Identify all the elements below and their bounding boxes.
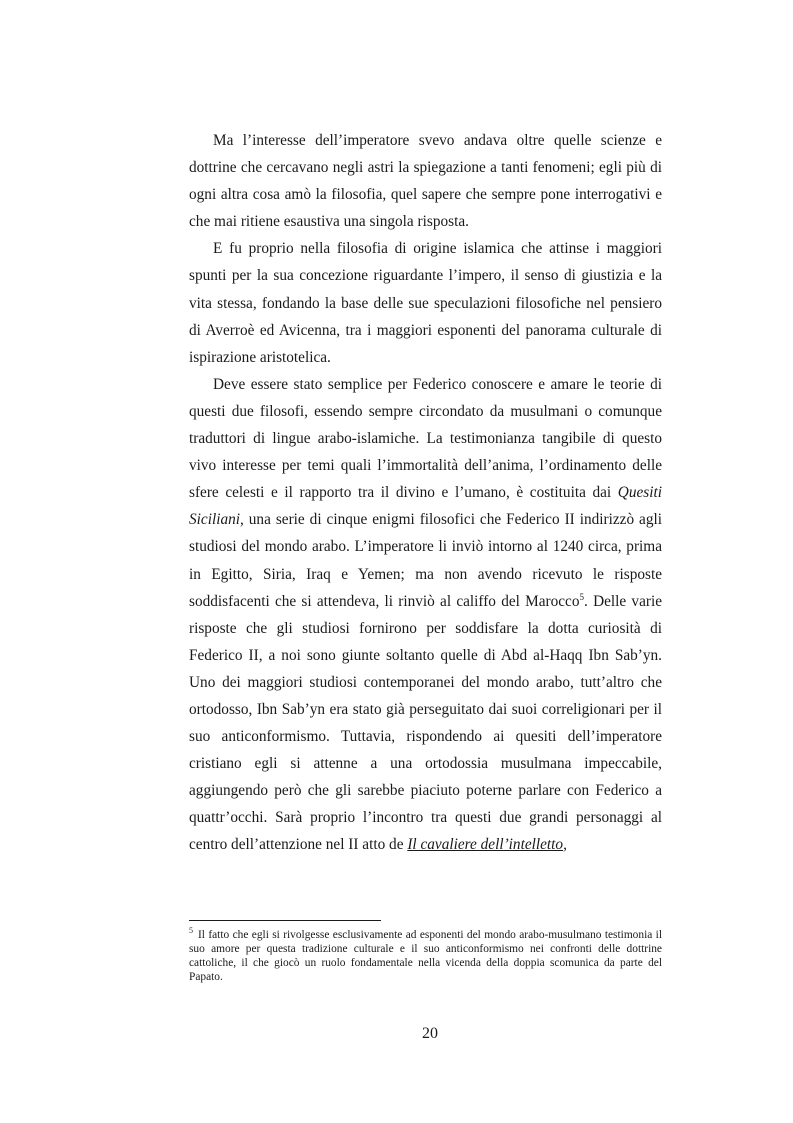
quesiti-siciliani-title: Quesiti Siciliani [189, 484, 662, 529]
paragraph-3-part-b: , una serie di cinque enigmi filosofici che Federico II indirizzò agli studiosi del mondo arabo. L’imperatore li inviò intorno al 1240 circa, prima in Egitto, Siria, Iraq e Yemen; ma non avendo ricevuto le risposte soddisfacenti che si attendeva, li rinviò al califfo del Marocco [189, 511, 662, 610]
paragraph-3-part-d: , [563, 836, 567, 854]
paragraph-3-part-a: Deve essere stato semplice per Federico conoscere e amare le teorie di questi due filosofi, essendo sempre circondato da musulmani o comunque traduttori di lingue arabo-islamiche. La testimonianza tangibile di questo vivo interesse per temi quali l’immortalità dell’anima, l’ordinamento delle sfere celesti e il rapporto tra il divino e l’umano, è costituita dai [189, 375, 662, 502]
footnote-reference[interactable]: 5 [579, 591, 584, 602]
paragraph-2: E fu proprio nella filosofia di origine islamica che attinse i maggiori spunti per la sua concezione riguardante l’impero, il senso di giustizia e la vita stessa, fondando la base delle sue speculazioni filosofiche nel pensiero di Averroè ed Avicenna, tra i maggiori esponenti del panorama culturale di ispirazione aristotelica. [189, 240, 662, 366]
footnote [189, 928, 662, 984]
page-number: 20 [422, 1025, 438, 1042]
work-title-link[interactable]: Il cavaliere dell’intelletto [407, 836, 564, 854]
paragraph-3 [189, 371, 662, 859]
paragraph-1: Ma l’interesse dell’imperatore svevo andava oltre quelle scienze e dottrine che cercavano negli astri la spiegazione a tanti fenomeni; egli più di ogni altra cosa amò la filosofia, quel sapere che sempre pone interrogativi e che mai ritiene esaustiva una singola risposta. [189, 132, 662, 231]
main-text [189, 127, 662, 859]
paragraph-3-part-c: . Delle varie risposte che gli studiosi fornirono per soddisfare la dotta curiosità di Federico II, a noi sono giunte soltanto quelle di Abd al-Haqq Ibn Sab’yn. Uno dei maggiori studiosi contemporanei del mondo arabo, tutt’altro che ortodosso, Ibn Sab’yn era stato già perseguitato dai suoi correligionari per il suo anticonformismo. Tuttavia, rispondendo ai quesiti dell’imperatore cristiano egli si attenne a una ortodossia musulmana impeccabile, aggiungendo però che gli sarebbe piaciuto poterne parlare con Federico a quattr’occhi. Sarà proprio l’incontro tra questi due grandi personaggi al centro dell’attenzione nel II atto de [189, 592, 662, 854]
footnote-divider [189, 920, 381, 921]
footnote-marker: 5 [189, 926, 193, 936]
footnote-text: Il fatto che egli si rivolgesse esclusivamente ad esponenti del mondo arabo-musulmano testimonia il suo amore per questa tradizione culturale e il suo anticonformismo nei confronti delle dottrine cattoliche, il che giocò un ruolo fondamentale nella vicenda della doppia scomunica da parte del Papato. [189, 929, 662, 984]
